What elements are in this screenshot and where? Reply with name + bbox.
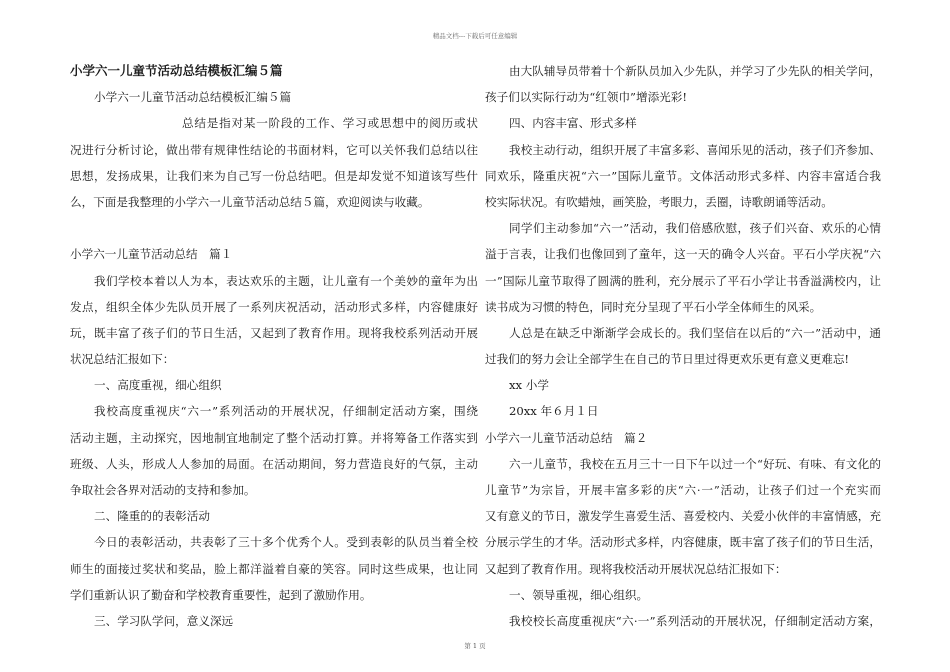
paragraph-line: 状况总结汇报如下：	[70, 352, 175, 367]
paragraph-line: 儿童节”为宗旨，开展丰富多彩的庆“六·一”活动，让孩子们过一个充实而	[485, 483, 881, 497]
paragraph-line: 孩子们以实际行动为“红领巾”增添光彩!	[485, 90, 688, 105]
document-subtitle: 小学六一儿童节活动总结模板汇编５篇	[94, 90, 292, 105]
paragraph-line: 发点，组织全体少先队员开展了一系列庆祝活动，活动形式多样，内容健康好	[70, 299, 478, 314]
paragraph-line: 过我们的努力会让全部学生在自己的节日里过得更欢乐更有意义更难忘!	[485, 352, 850, 367]
signature-school: xx 小学	[509, 378, 549, 393]
subheading: 二、隆重的的表彰活动	[94, 509, 210, 524]
page-number: 第 1 页	[464, 642, 486, 650]
paragraph-line: 师生的面接过奖状和奖品，脸上都洋溢着自豪的笑容。同时这些成果，也让同	[70, 561, 478, 576]
intro-line: 思想，发扬成果，让我们来为自己写一份总结吧。但是却发觉不知道该写些什	[70, 168, 478, 183]
paragraph-line: 班级、人头，形成人人参加的局面。在活动期间，努力营造良好的气氛，主动	[70, 456, 478, 471]
subheading: 一、领导重视，细心组织。	[509, 587, 649, 602]
signature-date: 20xx 年６月１日	[509, 404, 599, 419]
paragraph-line: 读书成为习惯的特色，同时充分呈现了平石小学全体师生的风采。	[485, 299, 822, 314]
left-column	[70, 58, 478, 634]
subheading: 一、高度重视，细心组织	[94, 378, 222, 393]
paragraph-line: 我校主动行动，组织开展了丰富多彩、喜闻乐见的活动，孩子们齐参加、	[509, 142, 881, 157]
paragraph-line: 又起到了教育作用。现将我校活动开展状况总结汇报如下：	[485, 561, 787, 576]
paragraph-line: 同欢乐，隆重庆祝“六一”国际儿童节。文体活动形式多样、内容丰富适合我	[485, 168, 881, 183]
intro-line: 么，下面是我整理的小学六一儿童节活动总结５篇，欢迎阅读与收藏。	[70, 194, 430, 209]
paragraph-line: 由大队辅导员带着十个新队员加入少先队，并学习了少先队的相关学问，	[509, 64, 881, 78]
right-column	[485, 58, 881, 634]
paragraph-line: 同学们主动参加“六一”活动，我们倍感欣慰，孩子们兴奋、欢乐的心情	[509, 221, 881, 236]
paragraph-line: 人总是在缺乏中渐渐学会成长的。我们坚信在以后的“六一”活动中，通	[509, 325, 881, 340]
paragraph-line: 又有意义的节日，激发学生喜爱生活、喜爱校内、关爱小伙伴的丰富情感，充	[485, 509, 881, 524]
document-title: 小学六一儿童节活动总结模板汇编５篇	[70, 63, 283, 78]
intro-line: 总结是指对某一阶段的工作、学习或思想中的阅历或状	[182, 116, 478, 131]
page-header-note: 精品文档---下载后可任意编辑	[432, 32, 518, 40]
paragraph-line: 分展示学生的才华。活动形式多样，内容健康，既丰富了孩子们的节日生活，	[485, 535, 881, 550]
paragraph-line: 校实际状况。有吹蜡烛，画笑脸，考眼力，丢圈，诗歌朗诵等活动。	[485, 194, 833, 209]
paragraph-line: 争取社会各界对活动的支持和参加。	[70, 483, 256, 497]
subheading: 四、内容丰富、形式多样	[509, 116, 637, 131]
paragraph-line: 玩，既丰富了孩子们的节日生活，又起到了教育作用。现将我校系列活动开展	[70, 325, 478, 340]
section-heading-2: 小学六一儿童节活动总结 篇２	[485, 430, 648, 445]
subheading: 三、学习队学问，意义深远	[94, 613, 234, 628]
paragraph-line: 学们重新认识了勤奋和学校教育重要性，起到了激励作用。	[70, 587, 372, 602]
intro-line: 况进行分析讨论，做出带有规律性结论的书面材料，它可以关怀我们总结以往	[70, 142, 478, 157]
paragraph-line: 溢于言表，让我们也像回到了童年，这一天的确令人兴奋。平石小学庆祝“六	[485, 247, 881, 262]
paragraph-line: 一”国际儿童节取得了圆满的胜利，充分展示了平石小学让书香溢满校内，让	[485, 273, 881, 288]
paragraph-line: 活动主题，主动探究，因地制宜地制定了整个活动打算。并将筹备工作落实到	[70, 430, 478, 445]
paragraph-line: 我们学校本着以人为本，表达欢乐的主题，让儿童有一个美妙的童年为出	[94, 273, 478, 288]
paragraph-line: 今日的表彰活动，共表彰了三十多个优秀个人。受到表彰的队员当着全校	[94, 535, 478, 550]
paragraph-line: 我校校长高度重视庆“六·一”系列活动的开展状况，仔细制定活动方案，	[509, 613, 881, 628]
paragraph-line: 六一儿童节，我校在五月三十一日下午以过一个“好玩、有味、有文化的	[509, 456, 881, 471]
section-heading-1: 小学六一儿童节活动总结 篇１	[70, 247, 233, 262]
paragraph-line: 我校高度重视庆“六一”系列活动的开展状况，仔细制定活动方案，围绕	[94, 404, 478, 419]
